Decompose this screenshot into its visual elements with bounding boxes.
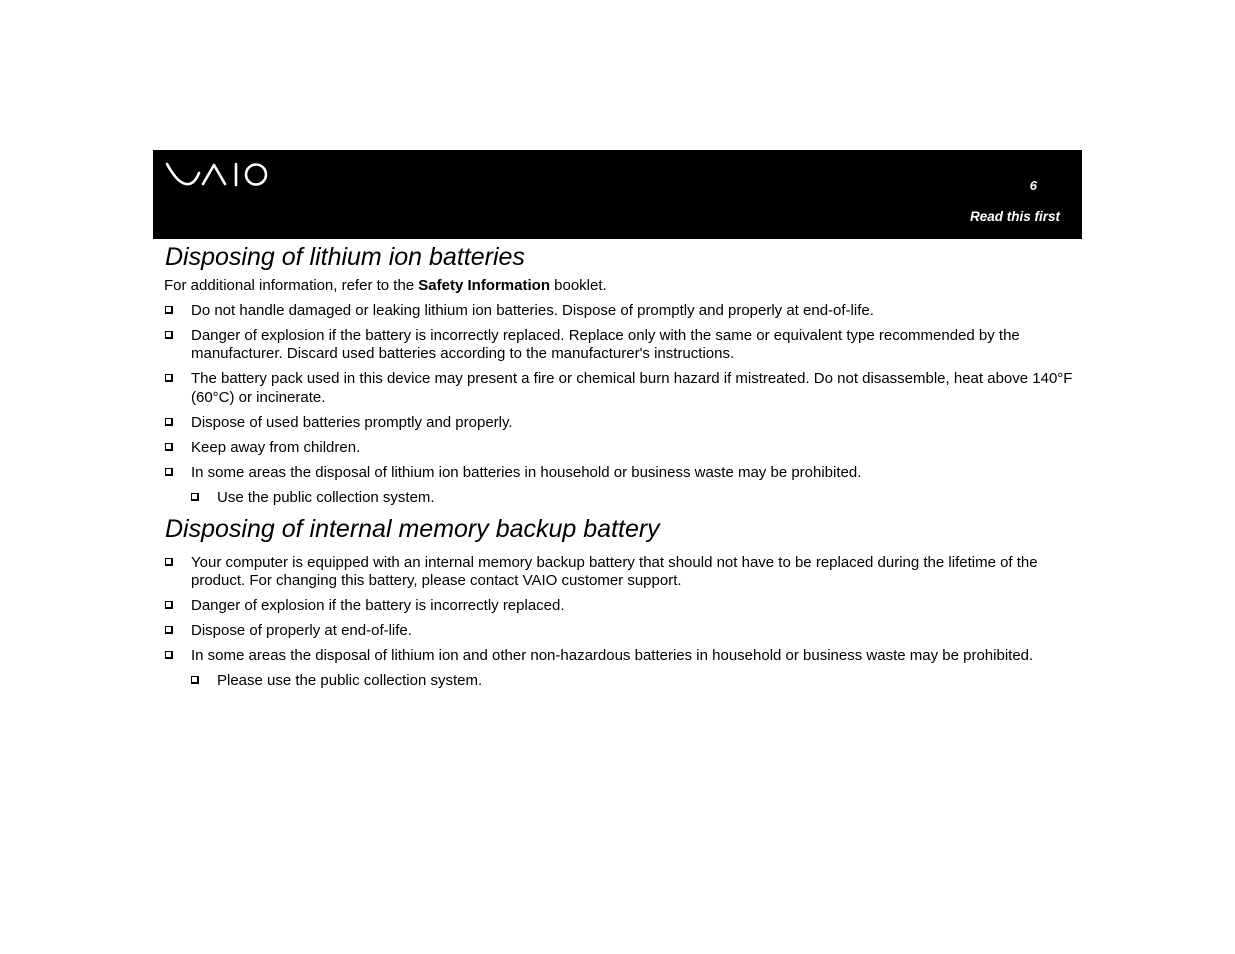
- sub-list-item: [190, 489, 1074, 508]
- list-item-text: Dispose of used batteries promptly and properly.: [191, 413, 513, 431]
- intro-paragraph: [164, 277, 1074, 295]
- list-item: [164, 647, 1074, 666]
- checkbox-bullet-icon: [165, 468, 173, 476]
- list-item: [164, 327, 1074, 364]
- list-item-text: Your computer is equipped with an internal memory backup battery that should not have to be replaced during the lifetime of the product. For changing this battery, please contact VAIO customer support.: [191, 553, 1038, 589]
- intro-text-end: booklet.: [549, 277, 607, 294]
- list-item: [164, 414, 1074, 433]
- intro-text: For additional information, refer to the: [164, 277, 419, 294]
- list-item: [164, 597, 1074, 616]
- sub-list-item: [190, 672, 1074, 691]
- checkbox-bullet-icon: [165, 626, 173, 634]
- checkbox-bullet-icon: [191, 676, 199, 684]
- checkbox-bullet-icon: [165, 331, 173, 339]
- list-item: [164, 439, 1074, 458]
- checkbox-bullet-icon: [191, 493, 199, 501]
- safety-information-reference: Safety Information: [418, 277, 550, 294]
- checkbox-bullet-icon: [165, 651, 173, 659]
- list-item-text: The battery pack used in this device may present a fire or chemical burn hazard if mistreated. Do not disassemble, heat above 140°F (60°C) or incinerate.: [191, 370, 1073, 406]
- checkbox-bullet-icon: [165, 374, 173, 382]
- checkbox-bullet-icon: [165, 558, 173, 566]
- checkbox-bullet-icon: [165, 418, 173, 426]
- list-item: [164, 370, 1074, 407]
- list-item-text: Keep away from children.: [191, 438, 361, 456]
- list-item: [164, 464, 1074, 483]
- checkbox-bullet-icon: [165, 601, 173, 609]
- section-label: Read this first: [969, 209, 1060, 224]
- list-item-text: In some areas the disposal of lithium ion batteries in household or business waste may be prohibited.: [191, 463, 862, 481]
- memory-backup-list: [164, 554, 1074, 691]
- list-item: [164, 554, 1074, 591]
- list-item: [164, 302, 1074, 321]
- list-item-text: Danger of explosion if the battery is incorrectly replaced.: [191, 597, 565, 614]
- list-item-text: Danger of explosion if the battery is incorrectly replaced. Replace only with the same or equivalent type recommended by the manufacturer. Discard used batteries according to the manufacturer's instructions.: [191, 326, 1020, 362]
- checkbox-bullet-icon: [165, 306, 173, 314]
- lithium-ion-list: [164, 302, 1074, 508]
- section-title-memory-backup: Disposing of internal memory backup battery: [165, 515, 660, 543]
- page-number: 6: [1029, 178, 1037, 193]
- list-item-text: Do not handle damaged or leaking lithium ion batteries. Dispose of promptly and properly at end-of-life.: [191, 301, 874, 319]
- list-item-text: In some areas the disposal of lithium ion and other non-hazardous batteries in household or business waste may be prohibited.: [191, 647, 1034, 664]
- page-content: [164, 239, 1074, 691]
- page-header: [153, 150, 1082, 239]
- list-item-text: Dispose of properly at end-of-life.: [191, 622, 412, 639]
- list-item: [164, 622, 1074, 641]
- list-item-text: Please use the public collection system.: [217, 672, 483, 689]
- vaio-logo-icon: [165, 161, 271, 189]
- section-title-lithium-ion: Disposing of lithium ion batteries: [165, 243, 525, 271]
- checkbox-bullet-icon: [165, 443, 173, 451]
- list-item-text: Use the public collection system.: [217, 488, 435, 506]
